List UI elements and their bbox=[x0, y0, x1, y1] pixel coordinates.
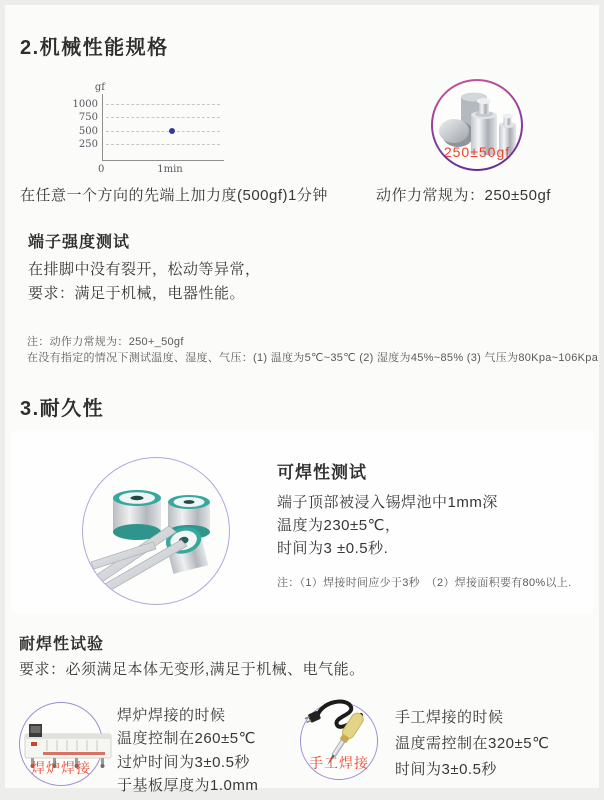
weights-image-inner bbox=[433, 81, 521, 169]
section3-heading: 3.耐久性 bbox=[20, 398, 105, 420]
gridline-250 bbox=[106, 144, 220, 145]
weights-force-badge: 250±50gf bbox=[443, 144, 511, 160]
chart-y-axis-label: gf bbox=[94, 82, 105, 93]
terminal-test-line1: 在排脚中没有裂开，松动等异常， bbox=[28, 261, 261, 278]
solder-test-line1: 端子顶部被浸入锡焊池中1mm深 bbox=[277, 494, 498, 511]
reflow-oven-image bbox=[19, 702, 103, 786]
oven-badge: 焊炉焊接 bbox=[31, 760, 91, 776]
chart-ytick-500: 500 bbox=[78, 126, 98, 137]
oven-line2: 温度控制在260±5℃ bbox=[117, 730, 256, 748]
oven-line3: 过炉时间为3±0.5秒 bbox=[117, 753, 250, 771]
note-line2: 在没有指定的情况下测试温度、湿度、气压：(1) 温度为5℃~35℃ (2) 湿度为45%~85% (3) 气压为80Kpa~106Kpa bbox=[27, 352, 599, 364]
oven-line1: 焊炉焊接的时候 bbox=[117, 707, 226, 724]
solder-test-title: 可焊性测试 bbox=[277, 463, 367, 482]
hand-line2: 温度需控制在320±5℃ bbox=[395, 735, 550, 752]
data-point-500gf-1min bbox=[169, 128, 175, 134]
solder-test-line2: 温度为230±5℃， bbox=[277, 517, 401, 534]
solder-test-note: 注：（1）焊接时间应少于3秒 （2）焊接面积要有80%以上. bbox=[277, 577, 572, 589]
hand-line1: 手工焊接的时候 bbox=[395, 709, 504, 726]
terminal-test-title: 端子强度测试 bbox=[28, 234, 131, 251]
chart-caption: 在任意一个方向的先端上加力度(500gf)1分钟 bbox=[20, 187, 328, 204]
oven-line4: 于基板厚度为1.0mm bbox=[117, 776, 259, 794]
hand-line3: 时间为3±0.5秒 bbox=[395, 761, 497, 778]
force-time-chart bbox=[72, 82, 245, 180]
solder-test-line3: 时间为3 ±0.5秒. bbox=[277, 540, 389, 557]
weld-resist-line1: 要求：必须满足本体无变形,满足于机械、电气能。 bbox=[19, 661, 365, 678]
hand-text bbox=[395, 705, 549, 783]
gridline-500 bbox=[106, 131, 220, 132]
chart-xtick-0: 0 bbox=[98, 164, 105, 175]
oven-text bbox=[117, 704, 258, 797]
action-force-caption: 动作力常规为：250±50gf bbox=[376, 187, 551, 204]
chart-x-axis bbox=[102, 160, 224, 161]
weld-resist-title: 耐焊性试验 bbox=[19, 636, 105, 653]
note-line1: 注：动作力常规为：250+_50gf bbox=[27, 336, 184, 348]
chart-y-axis bbox=[102, 94, 103, 161]
gridline-1000 bbox=[106, 104, 220, 105]
chart-xtick-1min: 1min bbox=[157, 164, 183, 175]
hand-solder-badge: 手工焊接 bbox=[309, 755, 369, 771]
soldering-iron-image bbox=[300, 702, 378, 780]
solder-spools-icon bbox=[83, 458, 229, 604]
gridline-750 bbox=[106, 117, 220, 118]
chart-ytick-250: 250 bbox=[78, 139, 98, 150]
chart-ytick-750: 750 bbox=[78, 112, 98, 123]
section2-heading: 2.机械性能规格 bbox=[20, 37, 169, 59]
solder-wire-image bbox=[82, 457, 230, 605]
weights-image bbox=[431, 79, 523, 171]
terminal-test-line2: 要求：满足于机械，电器性能。 bbox=[28, 285, 246, 302]
chart-ytick-1000: 1000 bbox=[72, 99, 98, 110]
